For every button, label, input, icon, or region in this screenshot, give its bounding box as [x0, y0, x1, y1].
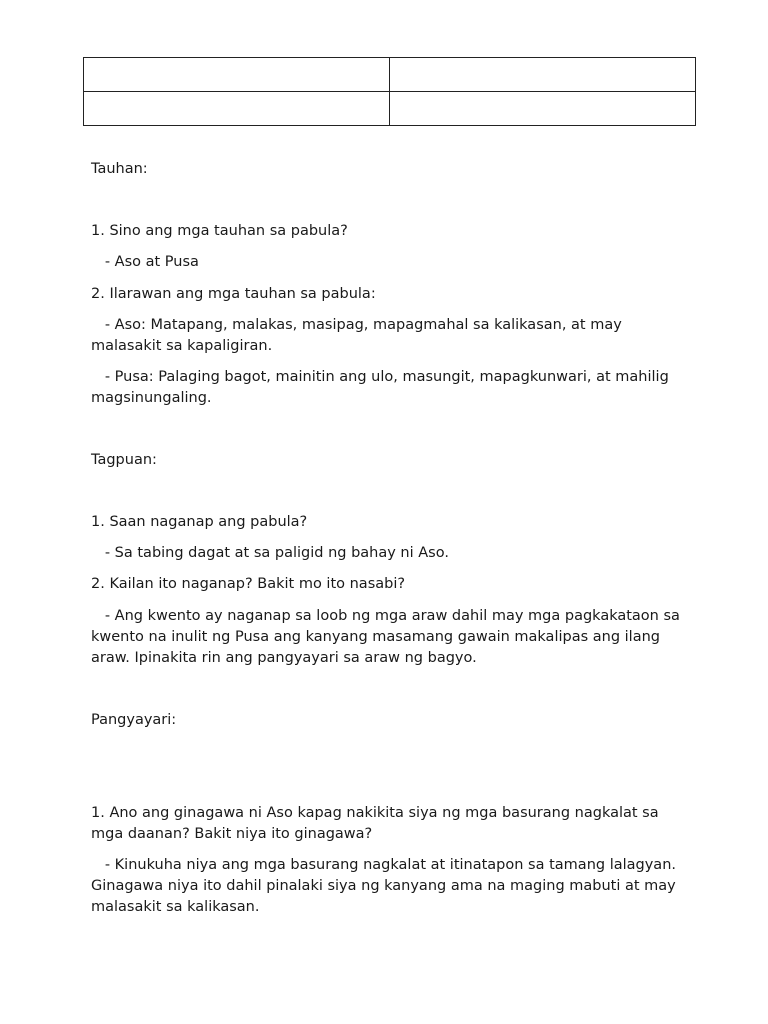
question-tagpuan-2: 2. Kailan ito naganap? Bakit mo ito nasabi?: [91, 576, 406, 592]
table-row: [84, 92, 696, 126]
answer-tagpuan-1: - Sa tabing dagat at sa paligid ng bahay ni Aso.: [91, 545, 449, 561]
header-table: [83, 57, 696, 126]
question-tauhan-1: 1. Sino ang mga tauhan sa pabula?: [91, 223, 348, 239]
answer-tauhan-2-pusa: - Pusa: Palaging bagot, mainitin ang ulo, masungit, mapagkunwari, at mahilig magsinungaling.: [91, 369, 674, 406]
answer-pangyayari-1: - Kinukuha niya ang mga basurang nagkalat at itinatapon sa tamang lalagyan. Ginagawa niya ito dahil pinalaki siya ng kanyang ama na maging mabuti at may malasakit sa kalikasan.: [91, 857, 681, 915]
section-heading-tagpuan: Tagpuan:: [91, 452, 157, 468]
table-cell: [84, 92, 390, 126]
section-heading-pangyayari: Pangyayari:: [91, 712, 177, 728]
table-row: [84, 58, 696, 92]
table-cell: [84, 58, 390, 92]
table-cell: [390, 58, 696, 92]
section-heading-tauhan: Tauhan:: [91, 161, 148, 177]
answer-tauhan-2-aso: - Aso: Matapang, malakas, masipag, mapagmahal sa kalikasan, at may malasakit sa kapaligiran.: [91, 317, 627, 354]
question-tagpuan-1: 1. Saan naganap ang pabula?: [91, 514, 308, 530]
answer-tauhan-1: - Aso at Pusa: [91, 254, 199, 270]
answer-tagpuan-2: - Ang kwento ay naganap sa loob ng mga araw dahil may mga pagkakataon sa kwento na inulit ng Pusa ang kanyang masamang gawain makalipas ang ilang araw. Ipinakita rin ang pangyayari sa araw ng bagyo.: [91, 608, 685, 666]
question-tauhan-2: 2. Ilarawan ang mga tauhan sa pabula:: [91, 286, 376, 302]
question-pangyayari-1: 1. Ano ang ginagawa ni Aso kapag nakikita siya ng mga basurang nagkalat sa mga daanan? Bakit niya ito ginagawa?: [91, 805, 659, 842]
table-cell: [390, 92, 696, 126]
